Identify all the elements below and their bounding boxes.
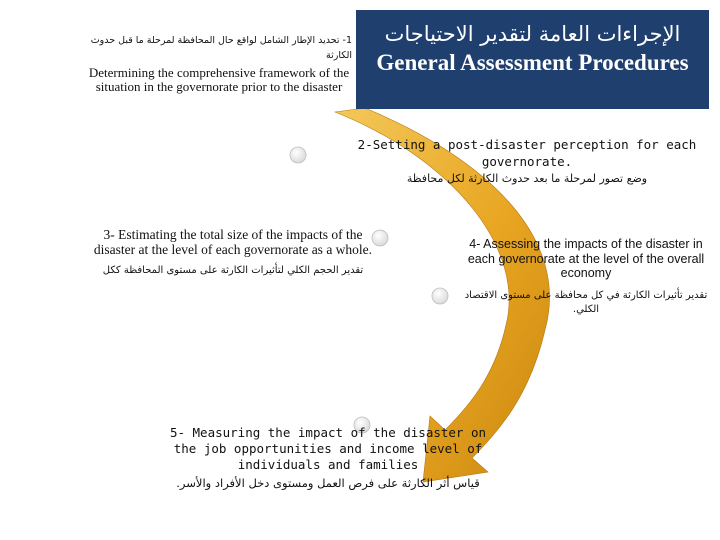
step-2-arabic: وضع تصور لمرحلة ما بعد حدوث الكارثة لكل محافظة [406,172,648,185]
step-5-english: 5- Measuring the impact of the disaster on the job opportunities and income level of individuals and families [169,425,487,472]
title-english: General Assessment Procedures [376,50,689,75]
title-arabic: الإجراءات العامة لتقدير الاحتياجات [384,22,681,46]
step-3-english: 3- Estimating the total size of the impacts of the disaster at the level of each governorate as a whole. [93,227,373,257]
step-1 [86,33,352,94]
step-3-arabic: تقدير الحجم الكلي لتأثيرات الكارثة على مستوى المحافظة ككل [102,265,364,276]
step-node-4 [432,288,448,304]
step-2 [352,136,702,185]
step-1-english: Determining the comprehensive framework of the situation in the governorate prior to the disaster [88,65,350,94]
step-5 [164,425,492,492]
step-4 [456,237,716,317]
step-4-english: 4- Assessing the impacts of the disaster in each governorate at the level of the overall economy [467,237,705,280]
step-4-arabic: تقدير تأثيرات الكارثة في كل محافظة على مستوى الاقتصاد الكلي. [464,289,708,315]
step-5-arabic: قياس أثر الكارثة على فرص العمل ومستوى دخل الأفراد والأسر. [176,476,480,490]
step-1-arabic: 1- تحديد الإطار الشامل لواقع حال المحافظة لمرحلة ما قبل حدوث الكارثة [90,35,352,61]
step-2-english: 2-Setting a post-disaster perception for each governorate. [357,137,697,169]
step-3 [85,228,381,276]
step-node-2 [290,147,306,163]
title-box [356,10,709,109]
